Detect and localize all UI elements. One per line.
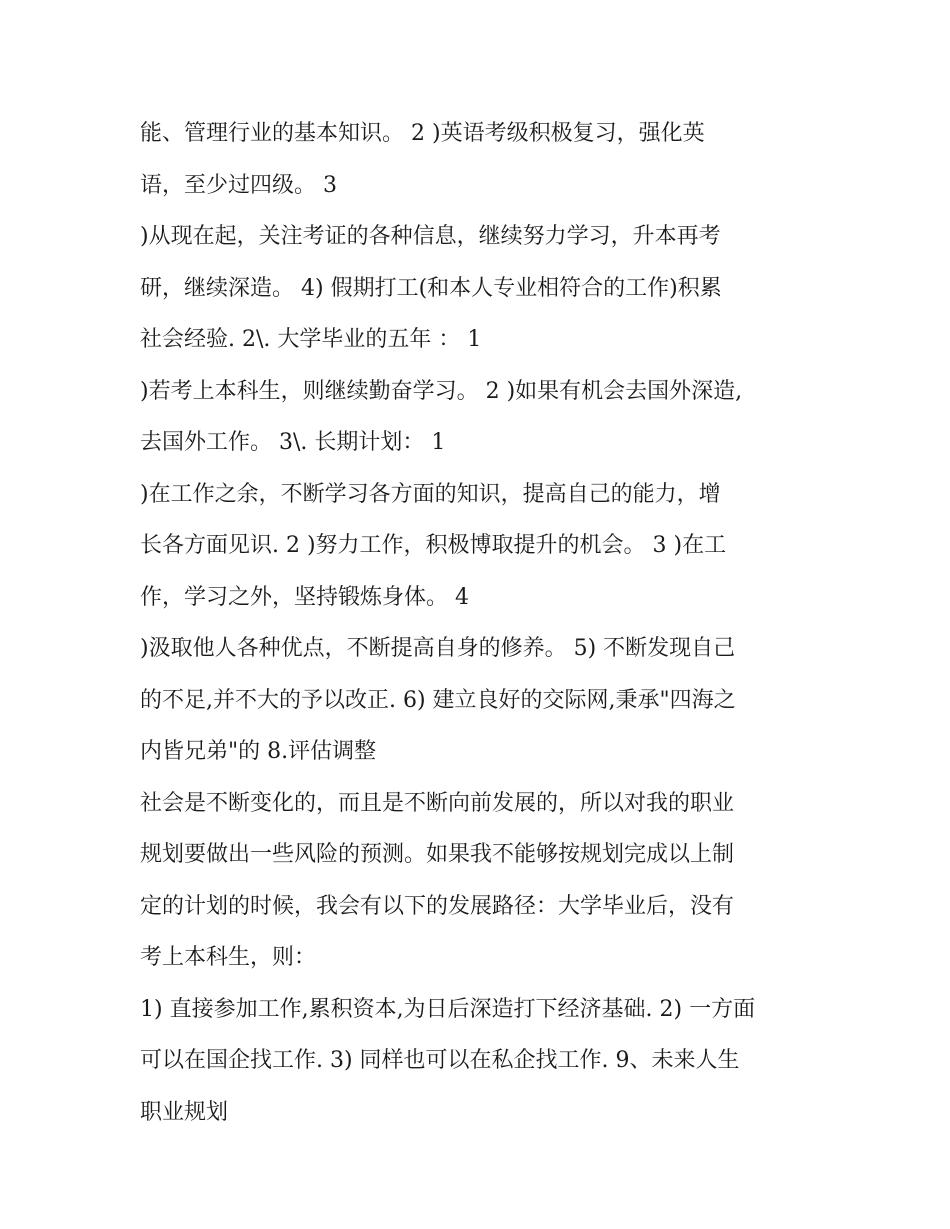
text-line: 的不足,并不大的予以改正. 6) 建立良好的交际网,秉承"四海之 bbox=[140, 687, 736, 713]
text-line: 社会是不断变化的，而且是不断向前发展的，所以对我的职业 bbox=[140, 790, 735, 816]
text-line: 内皆兄弟"的 8.评估调整 bbox=[140, 739, 377, 764]
text-line: 语，至少过四级。 3 bbox=[140, 172, 337, 198]
text-line: 考上本科生，则： bbox=[140, 945, 317, 970]
text-line: 社会经验. 2\. 大学毕业的五年 ： 1 bbox=[140, 327, 482, 352]
text-line: 1) 直接参加工作,累积资本,为日后深造打下经济基础. 2) 一方面 bbox=[140, 996, 756, 1022]
text-line: )若考上本科生，则继续勤奋学习。 2 )如果有机会去国外深造, bbox=[140, 378, 743, 404]
body-text bbox=[140, 108, 830, 1138]
text-line: 作，学习之外，坚持锻炼身体。 4 bbox=[140, 584, 469, 610]
text-line: )汲取他人各种优点，不断提高自身的修养。 5) 不断发现自己 bbox=[140, 636, 736, 661]
text-line: )从现在起，关注考证的各种信息，继续努力学习，升本再考 bbox=[140, 224, 721, 249]
text-line: )在工作之余，不断学习各方面的知识，提高自己的能力，增 bbox=[140, 481, 721, 507]
text-line: 研，继续深造。 4) 假期打工(和本人专业相符合的工作)积累 bbox=[140, 275, 722, 301]
text-line: 规划要做出一些风险的预测。如果我不能够按规划完成以上制 bbox=[140, 842, 735, 867]
text-line: 去国外工作。 3\. 长期计划： 1 bbox=[140, 430, 446, 455]
text-line: 定的计划的时候，我会有以下的发展路径：大学毕业后，没有 bbox=[140, 893, 735, 919]
text-line: 长各方面见识. 2 )努力工作，积极博取提升的机会。 3 )在工 bbox=[140, 533, 727, 558]
text-line: 能、管理行业的基本知识。 2 )英语考级积极复习，强化英 bbox=[140, 121, 705, 146]
text-line: 职业规划 bbox=[140, 1099, 229, 1125]
text-line: 可以在国企找工作. 3) 同样也可以在私企找工作. 9、未来人生 bbox=[140, 1048, 740, 1073]
